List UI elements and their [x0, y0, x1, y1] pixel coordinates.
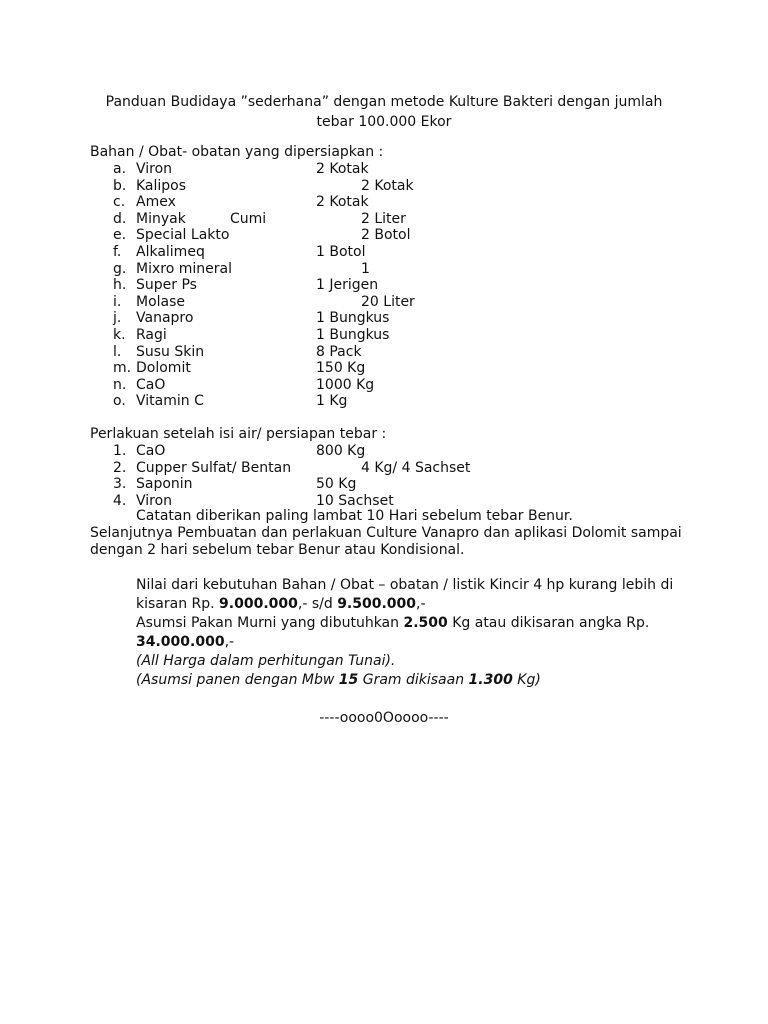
- material-qty: 1 Jerigen: [316, 277, 379, 294]
- material-qty: 20 Liter: [361, 293, 415, 310]
- material-name-part-2: Cumi: [230, 210, 267, 227]
- material-row: [0, 310, 768, 327]
- material-name: Vitamin C: [136, 393, 204, 410]
- harvest-amount-2: 1.300: [468, 672, 513, 688]
- harvest-text-3: Kg): [512, 672, 541, 688]
- cost-paragraph: [136, 576, 696, 614]
- treatment-marker: 1.: [113, 443, 127, 459]
- material-qty: 8 Pack: [316, 343, 362, 360]
- material-row: [0, 393, 768, 410]
- material-row: [0, 377, 768, 394]
- treatment-qty: 4 Kg/ 4 Sachset: [361, 459, 471, 476]
- material-qty: 2 Liter: [361, 210, 406, 227]
- treatment-name: CaO: [136, 443, 166, 459]
- material-marker: d.: [113, 210, 127, 227]
- material-qty: 1 Bungkus: [316, 310, 390, 327]
- material-row: [0, 161, 768, 178]
- harvest-text-1: (Asumsi panen dengan Mbw: [136, 672, 339, 688]
- material-name: Vanapro: [136, 310, 194, 327]
- harvest-paragraph: [136, 671, 696, 690]
- material-row: [0, 360, 768, 377]
- material-name: CaO: [136, 376, 166, 393]
- material-name: Molase: [136, 293, 186, 310]
- material-name: Minyak: [136, 210, 186, 227]
- feed-text-1: Asumsi Pakan Murni yang dibutuhkan: [136, 615, 404, 631]
- material-qty: 2 Kotak: [316, 194, 369, 211]
- treatment-row: [0, 460, 768, 477]
- feed-text-2: Kg atau dikisaran angka Rp.: [447, 615, 650, 631]
- cost-text-1: Nilai dari kebutuhan Bahan / Obat – obatan / listik Kincir 4 hp kurang lebih di kisaran Rp.: [136, 577, 674, 612]
- material-name: Alkalimeq: [136, 244, 205, 260]
- material-marker: h.: [113, 277, 127, 294]
- material-marker: m.: [113, 360, 132, 377]
- feed-amount-1: 2.500: [403, 615, 448, 631]
- cost-text-3: ,-: [416, 596, 426, 612]
- cost-amount-1: 9.000.000: [219, 596, 298, 612]
- material-marker: l.: [113, 343, 122, 360]
- cost-text-2: ,- s/d: [297, 596, 338, 612]
- material-name: Ragi: [136, 327, 167, 343]
- material-row: [0, 211, 768, 228]
- material-name: Amex: [136, 194, 176, 211]
- material-marker: e.: [113, 227, 127, 244]
- harvest-text-2: Gram dikisaan: [358, 672, 469, 688]
- material-name: Super Ps: [136, 277, 197, 294]
- treatment-qty: 10 Sachset: [316, 492, 394, 509]
- treatment-row: [0, 443, 768, 460]
- material-marker: k.: [113, 327, 126, 343]
- cash-note-text: (All Harga dalam perhitungan Tunai).: [136, 653, 396, 669]
- cost-amount-2: 9.500.000: [337, 596, 417, 612]
- material-marker: f.: [113, 244, 122, 260]
- material-marker: a.: [113, 161, 127, 177]
- next-step-text: Selanjutnya Pembuatan dan perlakuan Culture Vanapro dan aplikasi Dolomit sampai dengan 2 hari sebelum tebar Benur atau Kondisional.: [90, 525, 682, 558]
- materials-heading: Bahan / Obat- obatan yang dipersiapkan :: [90, 144, 384, 160]
- material-name: Dolomit: [136, 360, 191, 377]
- treatment-name: Saponin: [136, 476, 193, 493]
- material-row: [0, 344, 768, 361]
- material-qty: 1 Bungkus: [316, 327, 390, 343]
- material-qty: 2 Botol: [361, 227, 411, 244]
- harvest-amount-1: 15: [338, 672, 359, 688]
- material-name: Mixro mineral: [136, 260, 232, 277]
- treatment-qty: 800 Kg: [316, 443, 366, 459]
- material-row: [0, 327, 768, 344]
- material-marker: j.: [113, 310, 122, 327]
- material-row: [0, 178, 768, 195]
- material-marker: i.: [113, 293, 122, 310]
- material-qty: 2 Kotak: [316, 161, 369, 177]
- material-marker: c.: [113, 194, 126, 211]
- treatment-marker: 2.: [113, 459, 127, 476]
- material-marker: n.: [113, 376, 127, 393]
- material-marker: o.: [113, 393, 126, 410]
- treatment-qty: 50 Kg: [316, 476, 357, 493]
- end-mark: ----oooo0Ooooo----: [319, 710, 449, 726]
- material-qty: 1 Kg: [316, 393, 348, 410]
- treatment-marker: 3.: [113, 476, 127, 493]
- material-name: Viron: [136, 161, 173, 177]
- material-name: Kalipos: [136, 177, 187, 194]
- material-row: [0, 277, 768, 294]
- title-line-2: tebar 100.000 Ekor: [316, 114, 452, 130]
- material-name: Susu Skin: [136, 343, 205, 360]
- feed-amount-2: 34.000.000: [136, 634, 225, 650]
- cash-note: [136, 652, 696, 671]
- title-line-1: Panduan Budidaya ”sederhana” dengan metode Kulture Bakteri dengan jumlah: [105, 94, 663, 110]
- material-row: [0, 244, 768, 261]
- feed-text-3: ,-: [224, 634, 235, 650]
- treatment-row: [0, 476, 768, 493]
- treatment-heading: Perlakuan setelah isi air/ persiapan tebar :: [90, 426, 387, 442]
- document-title: [90, 92, 678, 132]
- material-row: [0, 227, 768, 244]
- material-qty: 2 Kotak: [361, 177, 414, 194]
- material-row: [0, 261, 768, 278]
- treatment-name: Viron: [136, 492, 173, 509]
- treatment-name: Cupper Sulfat/ Bentan: [136, 459, 292, 476]
- feed-paragraph: [136, 614, 696, 652]
- material-qty: 1 Botol: [316, 244, 366, 260]
- material-row: [0, 194, 768, 211]
- material-qty: 150 Kg: [316, 360, 366, 377]
- material-name: Special Lakto: [136, 227, 230, 244]
- material-qty: 1000 Kg: [316, 376, 375, 393]
- note-text: Catatan diberikan paling lambat 10 Hari sebelum tebar Benur.: [136, 508, 573, 524]
- material-qty: 1: [361, 260, 370, 277]
- material-marker: g.: [113, 260, 127, 277]
- material-marker: b.: [113, 177, 127, 194]
- treatment-marker: 4.: [113, 492, 127, 509]
- material-row: [0, 294, 768, 311]
